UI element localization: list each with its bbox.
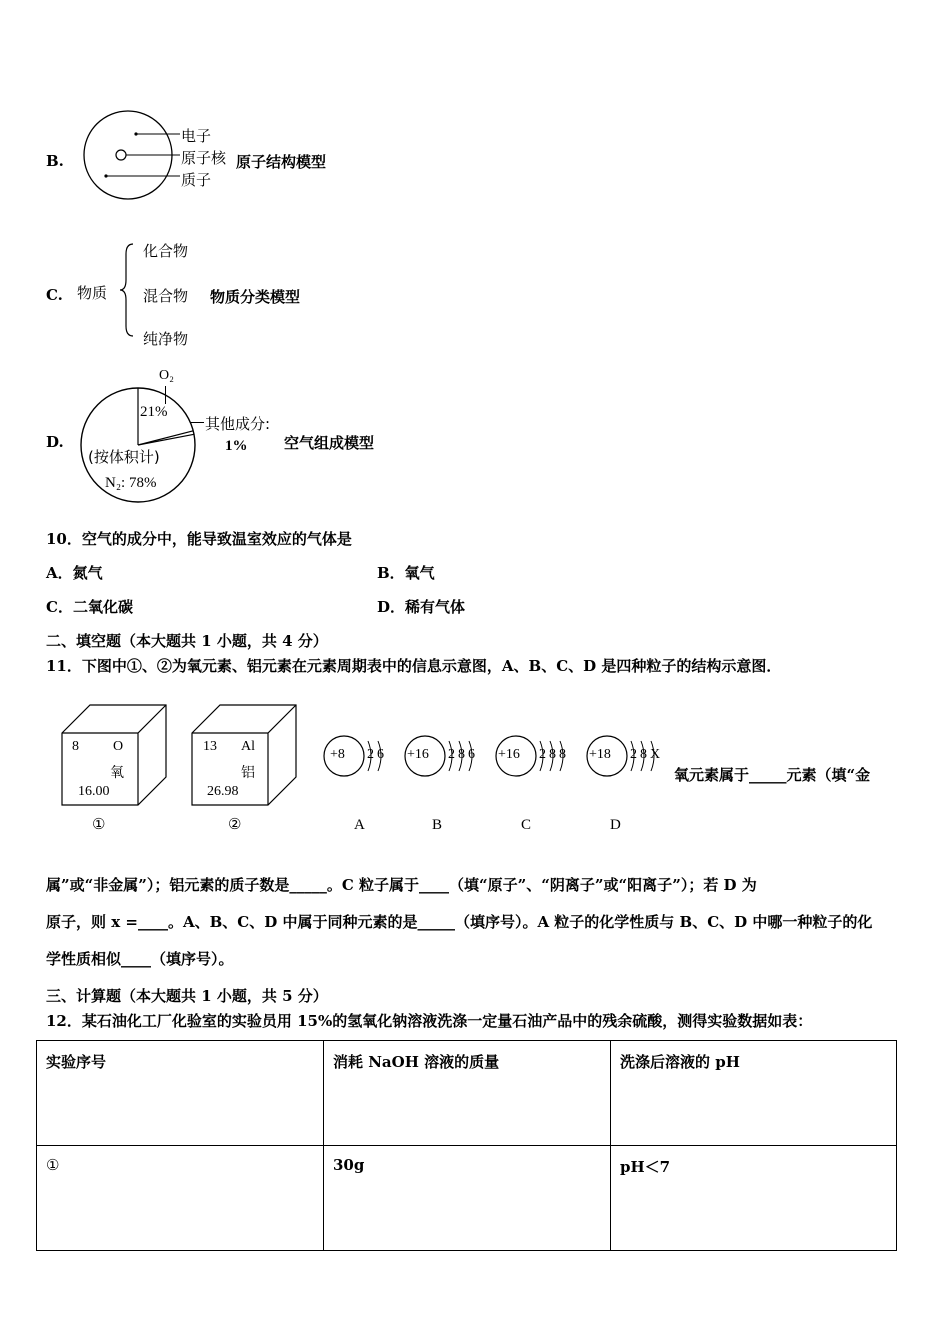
particle-c — [494, 733, 574, 779]
pie-boundary-others — [138, 434, 194, 445]
aluminum-atomic-number: 13 — [203, 739, 217, 754]
oxygen-symbol: O — [113, 739, 124, 754]
classification-root: 物质 — [77, 284, 108, 302]
particle-b-shell-3: 6 — [468, 747, 475, 762]
particle-b-shell-2: 8 — [458, 747, 465, 762]
nucleus-label: 原子核 — [181, 149, 227, 167]
header-ph: 洗涤后溶液的 pH — [611, 1041, 897, 1146]
n2-label: N₂: 78% — [105, 475, 157, 491]
option-c-caption: 物质分类模型 — [210, 288, 301, 306]
q11-line-2: 原子，则 x =____。A、B、C、D 中属于同种元素的是_____（填序号）。A 粒子的化学性质与 B、C、D 中哪一种粒子的化 — [46, 913, 873, 931]
particle-a-shell-2: 6 — [377, 747, 384, 762]
q10-stem: 10．空气的成分中，能导致温室效应的气体是 — [46, 530, 352, 548]
option-d-caption: 空气组成模型 — [284, 434, 375, 452]
pure-substance-label: 纯净物 — [143, 330, 189, 348]
particle-d-nucleus: +18 — [589, 747, 611, 762]
q11-line-3: 学性质相似____（填序号）。 — [46, 950, 234, 968]
proton-label: 质子 — [181, 171, 212, 189]
option-d-letter: D. — [46, 433, 64, 451]
particle-d-label: D — [610, 817, 621, 833]
aluminum-symbol: Al — [241, 739, 255, 754]
q11-stem: 11．下图中①、②为氧元素、铝元素在元素周期表中的信息示意图，A、B、C、D 是四种粒子的结构示意图． — [46, 657, 782, 675]
brace-icon — [118, 240, 138, 340]
oxygen-atomic-number: 8 — [72, 739, 79, 754]
option-b-caption: 原子结构模型 — [236, 153, 327, 171]
compound-label: 化合物 — [143, 242, 189, 260]
others-label: 其他成分: — [205, 415, 271, 433]
header-experiment-no: 实验序号 — [37, 1041, 324, 1146]
particle-c-shell-2: 8 — [549, 747, 556, 762]
particle-d-shell-2: 8 — [640, 747, 647, 762]
q10-option-a: A．氮气 — [46, 564, 103, 582]
cell-1-label: ① — [92, 817, 106, 833]
cell-naoh-mass: 30g — [324, 1146, 611, 1251]
q10-option-d: D．稀有气体 — [377, 598, 466, 616]
aluminum-mass: 26.98 — [207, 784, 239, 799]
option-b-letter: B. — [46, 152, 64, 170]
particle-c-shell-3: 8 — [559, 747, 566, 762]
option-c-letter: C. — [46, 286, 63, 304]
particle-c-shell-1: 2 — [539, 747, 546, 762]
q11-line-1: 属”或“非金属”）；铝元素的质子数是_____。C 粒子属于____（填“原子”、“阴离子”或“阳离子”）；若 D 为 — [46, 876, 757, 894]
cell-ph: pH＜7 — [611, 1146, 897, 1251]
header-naoh-mass: 消耗 NaOH 溶液的质量 — [324, 1041, 611, 1146]
mixture-label: 混合物 — [143, 287, 189, 305]
q12-stem: 12．某石油化工厂化验室的实验员用 15%的氢氧化钠溶液洗涤一定量石油产品中的残余硫酸，测得实验数据如表： — [46, 1012, 813, 1030]
experiment-table — [36, 1040, 897, 1251]
particle-d-shell-3: X — [650, 747, 661, 762]
particle-d — [585, 733, 665, 779]
oxygen-mass: 16.00 — [78, 784, 110, 799]
particle-a-shell-1: 2 — [367, 747, 374, 762]
q10-option-c: C．二氧化碳 — [46, 598, 133, 616]
q11-inline-text: 氧元素属于_____元素（填“金 — [674, 766, 871, 784]
particle-c-label: C — [521, 817, 532, 833]
others-percent: 1% — [225, 438, 248, 454]
others-leader-line — [190, 422, 204, 423]
table-row — [37, 1146, 897, 1251]
cell-2-label: ② — [228, 817, 242, 833]
o2-label: O₂ — [159, 368, 174, 383]
section-2-heading: 二、填空题（本大题共 1 小题，共 4 分） — [46, 632, 328, 650]
oxygen-element-cell — [60, 703, 170, 808]
particle-a-nucleus: +8 — [330, 747, 345, 762]
o2-leader-line — [165, 386, 166, 404]
particle-a-label: A — [354, 817, 365, 833]
o2-percent: 21% — [140, 404, 168, 420]
particle-b-nucleus: +16 — [407, 747, 429, 762]
particle-a — [322, 733, 392, 779]
oxygen-name: 氧 — [110, 765, 124, 781]
q10-option-b: B．氧气 — [377, 564, 435, 582]
particle-b-label: B — [432, 817, 443, 833]
particle-b — [403, 733, 483, 779]
table-header-row — [37, 1041, 897, 1146]
section-3-heading: 三、计算题（本大题共 1 小题，共 5 分） — [46, 987, 328, 1005]
cell-experiment-no: ① — [37, 1146, 324, 1251]
particle-b-shell-1: 2 — [448, 747, 455, 762]
aluminum-name: 铝 — [241, 765, 255, 781]
particle-d-shell-1: 2 — [630, 747, 637, 762]
electron-label: 电子 — [181, 127, 212, 145]
particle-c-nucleus: +16 — [498, 747, 520, 762]
volume-basis-label: (按体积计) — [88, 448, 160, 466]
